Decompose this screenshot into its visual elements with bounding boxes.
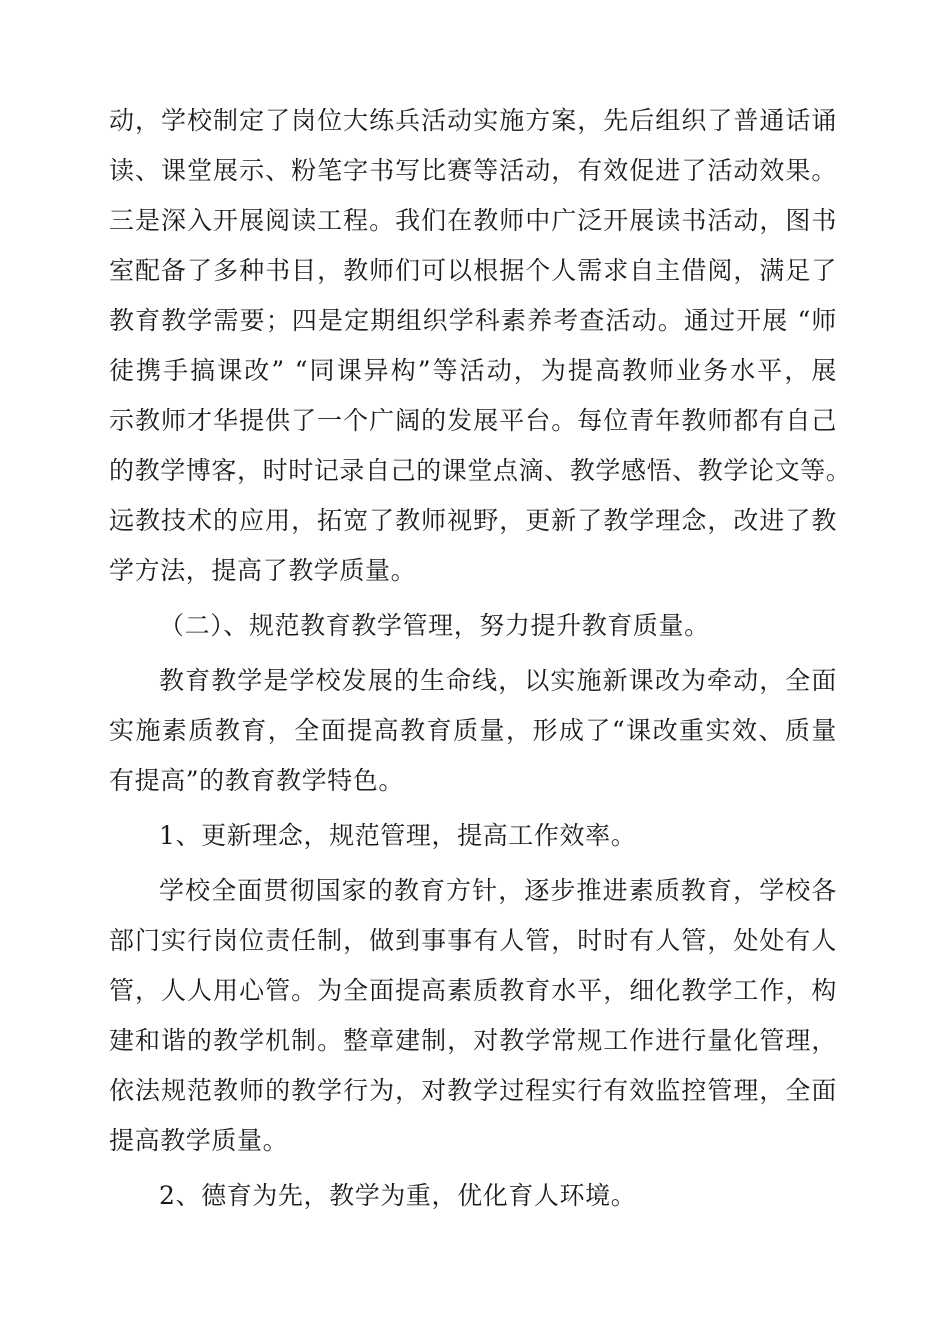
text-line: 读、课堂展示、粉笔字书写比赛等活动，有效促进了活动效果。 [109,156,837,185]
text-line: 学方法，提高了教学质量。 [109,556,417,585]
text-line: 的教学博客，时时记录自己的课堂点滴、教学感悟、教学论文等。 [109,456,852,485]
text-line: 建和谐的教学机制。整章建制，对教学常规工作进行量化管理， [109,1026,837,1055]
text-line: 依法规范教师的教学行为，对教学过程实行有效监控管理，全面 [109,1076,837,1105]
subsection-heading: 2、德育为先，教学为重，优化育人环境。 [159,1181,637,1210]
text-line: 示教师才华提供了一个广阔的发展平台。每位青年教师都有自己 [109,406,837,435]
section-heading: （二）、规范教育教学管理，努力提升教育质量。 [159,611,710,640]
paragraph-first-line: 学校全面贯彻国家的教育方针，逐步推进素质教育，学校各 [159,876,837,905]
text-line: 教育教学需要；四是定期组织学科素养考查活动。通过开展 “师 [109,306,837,335]
subsection-heading: 1、更新理念，规范管理，提高工作效率。 [159,821,637,850]
text-line: 动，学校制定了岗位大练兵活动实施方案，先后组织了普通话诵 [109,106,837,135]
text-line: 提高教学质量。 [109,1126,289,1155]
text-line: 实施素质教育，全面提高教育质量，形成了“课改重实效、质量 [109,716,837,745]
text-line: 三是深入开展阅读工程。我们在教师中广泛开展读书活动，图书 [109,206,837,235]
text-line: 有提高”的教育教学特色。 [109,766,404,795]
text-line: 徒携手搞课改” “同课异构”等活动，为提高教师业务水平，展 [109,356,837,385]
paragraph-first-line: 教育教学是学校发展的生命线，以实施新课改为牵动，全面 [159,666,837,695]
text-line: 室配备了多种书目，教师们可以根据个人需求自主借阅，满足了 [109,256,837,285]
document-body [109,96,852,1221]
text-line: 部门实行岗位责任制，做到事事有人管，时时有人管，处处有人 [109,926,837,955]
text-line: 管，人人用心管。为全面提高素质教育水平，细化教学工作，构 [109,976,837,1005]
text-line: 远教技术的应用，拓宽了教师视野，更新了教学理念，改进了教 [109,506,837,535]
